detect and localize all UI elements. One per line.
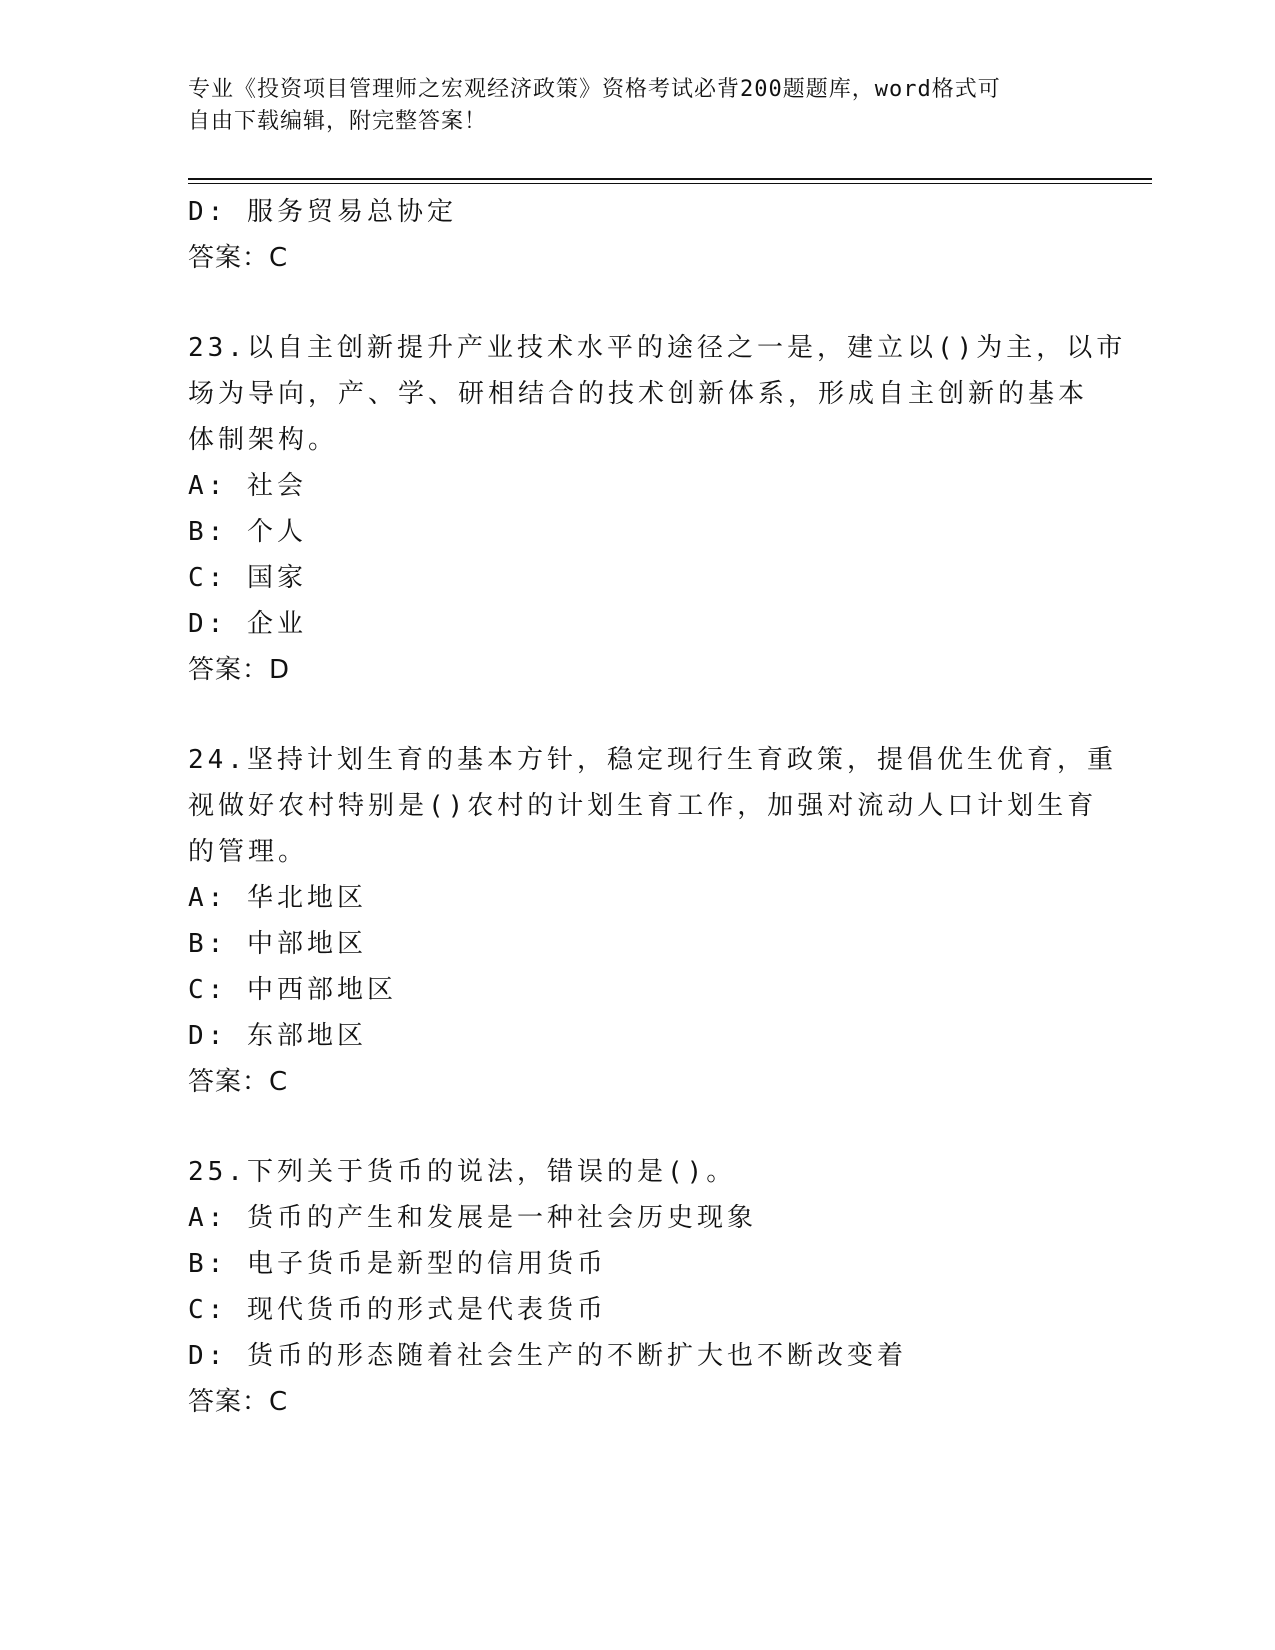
question-line: 的管理。 <box>188 837 309 867</box>
question-text <box>188 737 1117 875</box>
option-d: D: 东部地区 <box>188 1021 367 1051</box>
option-c: C: 中西部地区 <box>188 975 397 1005</box>
spacer <box>188 693 1088 737</box>
question-line: 25.下列关于货币的说法，错误的是()。 <box>188 1157 737 1187</box>
option-b: B: 中部地区 <box>188 929 367 959</box>
spacer <box>188 281 1088 325</box>
question-24 <box>188 737 1117 1105</box>
option-d: D: 服务贸易总协定 <box>188 197 457 227</box>
header-title-line-2: 自由下载编辑，附完整答案！ <box>188 109 488 134</box>
question-list <box>188 189 1127 1425</box>
question-25 <box>188 1149 1088 1425</box>
option-c: C: 现代货币的形式是代表货币 <box>188 1295 607 1325</box>
question-line: 24.坚持计划生育的基本方针，稳定现行生育政策，提倡优生优育，重 <box>188 745 1117 775</box>
option-d: D: 货币的形态随着社会生产的不断扩大也不断改变着 <box>188 1341 907 1371</box>
question-line: 体制架构。 <box>188 425 339 455</box>
option-b: B: 个人 <box>188 517 307 547</box>
answer: 答案：D <box>188 655 291 685</box>
spacer <box>188 1105 1088 1149</box>
question-line: 23.以自主创新提升产业技术水平的途径之一是，建立以()为主，以市 <box>188 333 1127 363</box>
question-line: 场为导向，产、学、研相结合的技术创新体系，形成自主创新的基本 <box>188 379 1089 409</box>
answer: 答案：C <box>188 243 289 273</box>
answer: 答案：C <box>188 1067 289 1097</box>
question-line: 视做好农村特别是()农村的计划生育工作，加强对流动人口计划生育 <box>188 791 1098 821</box>
header-title-line-1: 专业《投资项目管理师之宏观经济政策》资格考试必背200题题库，word格式可 <box>188 77 1001 102</box>
previous-question-tail <box>188 189 1088 281</box>
option-b: B: 电子货币是新型的信用货币 <box>188 1249 607 1279</box>
answer: 答案：C <box>188 1387 289 1417</box>
question-text <box>188 1149 1088 1195</box>
option-d: D: 企业 <box>188 609 307 639</box>
question-text <box>188 325 1127 463</box>
header-divider-thin <box>188 183 1152 184</box>
page-header <box>188 74 1068 138</box>
option-a: A: 华北地区 <box>188 883 367 913</box>
option-a: A: 社会 <box>188 471 307 501</box>
header-divider <box>188 178 1152 180</box>
question-23 <box>188 325 1127 693</box>
option-a: A: 货币的产生和发展是一种社会历史现象 <box>188 1203 757 1233</box>
option-c: C: 国家 <box>188 563 307 593</box>
